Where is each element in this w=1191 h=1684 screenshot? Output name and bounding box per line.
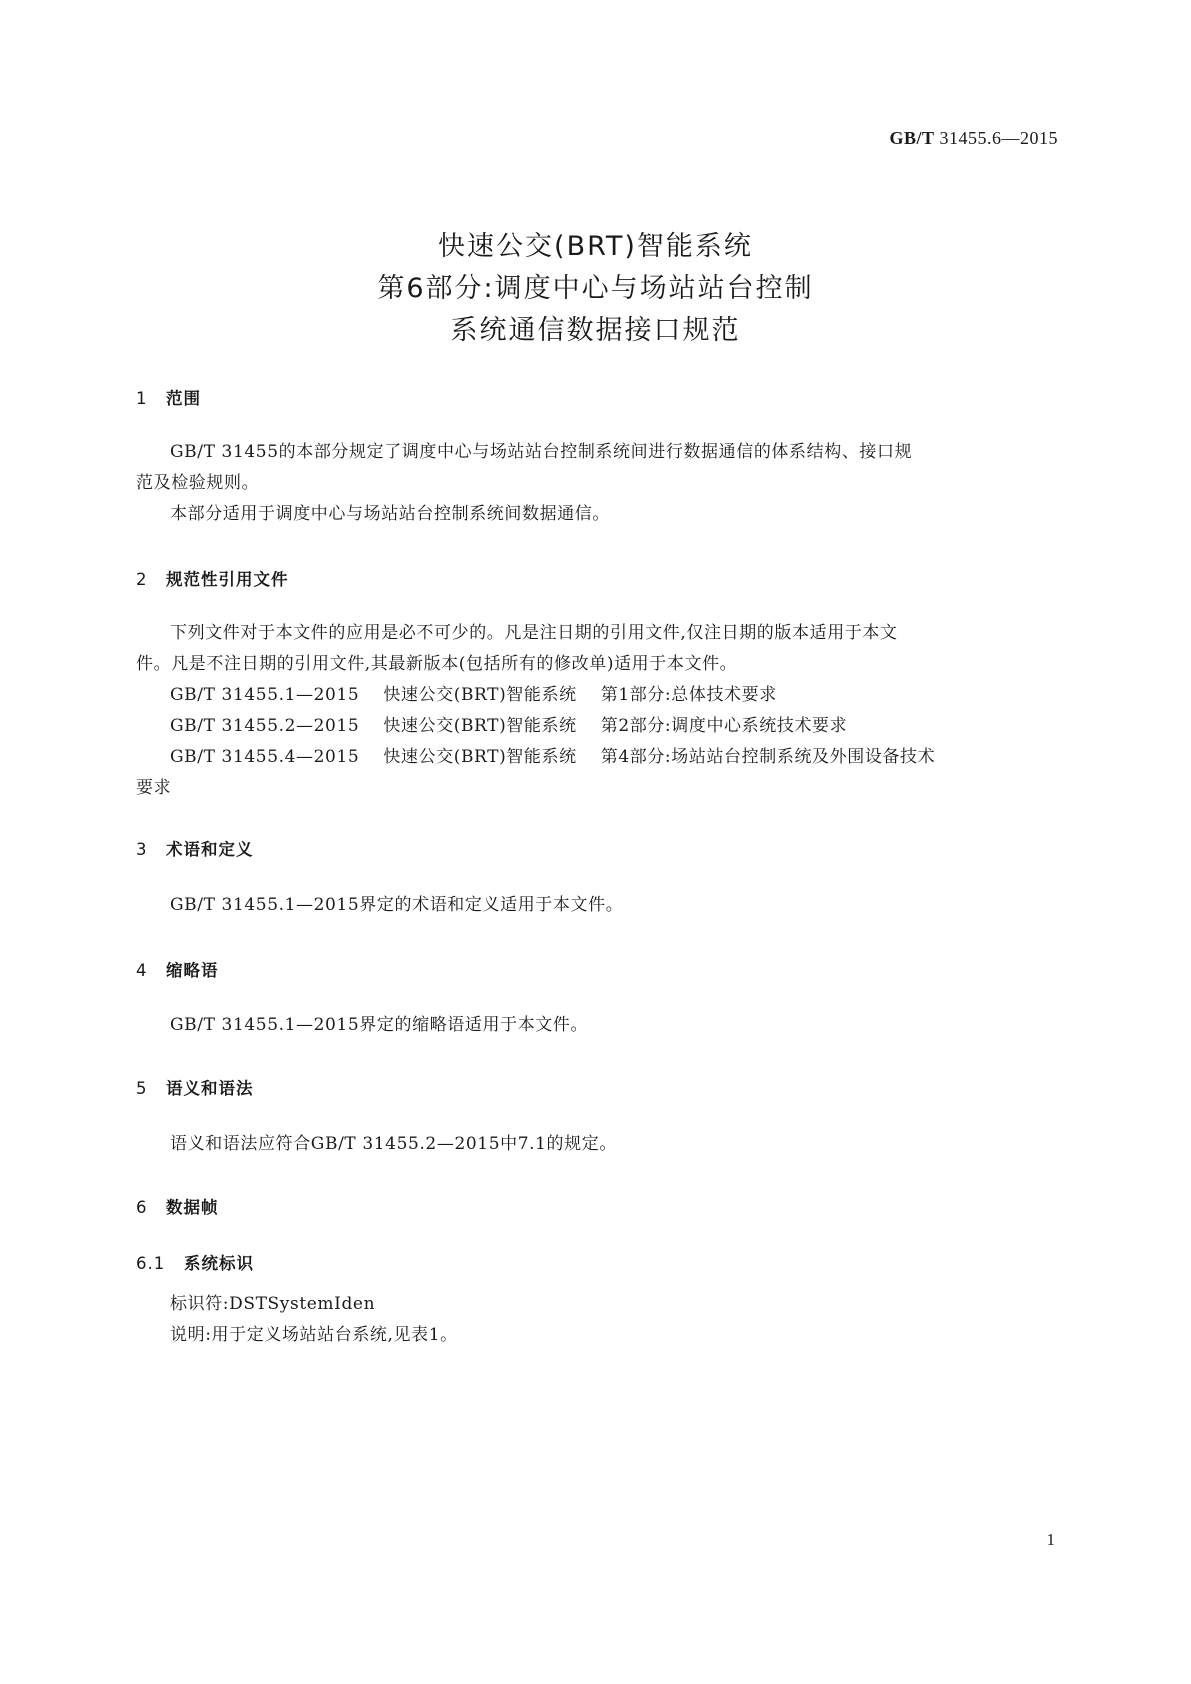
paragraph: [136, 618, 1056, 649]
section-6-heading: [136, 1194, 219, 1218]
section-title: 系统标识: [184, 1254, 254, 1273]
text: 说明:用于定义场站站台系统,见表1。: [170, 1325, 458, 1345]
reference-item: [136, 711, 1056, 742]
paragraph: [136, 890, 1056, 921]
title-line-2: 第6部分:调度中心与场站站台控制: [377, 273, 814, 304]
document-title: [0, 226, 1191, 352]
text: 要求: [136, 778, 172, 798]
section-number: 2: [136, 570, 148, 589]
ref-part: 第1部分:总体技术要求: [600, 685, 777, 705]
title-line-1: 快速公交(BRT)智能系统: [438, 231, 753, 262]
section-number: 5: [136, 1079, 148, 1098]
section-3-body: [136, 890, 1056, 921]
reference-item: [136, 680, 1056, 711]
section-number: 6.1: [136, 1254, 166, 1273]
section-6-1-heading: [136, 1250, 254, 1274]
section-2-body: [136, 618, 1056, 804]
standard-code: 31455.6—2015: [934, 128, 1058, 148]
ref-name: 快速公交(BRT)智能系统: [383, 685, 577, 705]
paragraph: [136, 499, 1056, 530]
standard-number: [889, 128, 1058, 149]
ref-code: GB/T 31455.2—2015: [170, 716, 360, 736]
section-number: 4: [136, 961, 148, 980]
text: GB/T 31455.1—2015界定的缩略语适用于本文件。: [170, 1015, 589, 1035]
section-3-heading: [136, 836, 254, 860]
paragraph: [136, 649, 1056, 680]
text: 语义和语法应符合GB/T 31455.2—2015中7.1的规定。: [170, 1134, 617, 1154]
text: 标识符:DSTSystemIden: [170, 1294, 376, 1314]
text: GB/T 31455.1—2015界定的术语和定义适用于本文件。: [170, 895, 624, 915]
ref-code: GB/T 31455.4—2015: [170, 747, 360, 767]
section-2-heading: [136, 566, 289, 590]
ref-part: 第4部分:场站站台控制系统及外围设备技术: [600, 747, 936, 767]
paragraph: [136, 437, 1056, 468]
section-title: 缩略语: [166, 961, 219, 980]
page-number: 1: [1046, 1530, 1055, 1549]
section-title: 数据帧: [166, 1198, 219, 1217]
text: 下列文件对于本文件的应用是必不可少的。凡是注日期的引用文件,仅注日期的版本适用于本文: [170, 623, 898, 643]
section-6-1-body: [136, 1289, 1056, 1351]
paragraph: [136, 1010, 1056, 1041]
paragraph: [136, 1320, 1056, 1351]
paragraph: [136, 773, 1056, 804]
standard-prefix: GB/T: [889, 128, 935, 148]
text: GB/T 31455的本部分规定了调度中心与场站站台控制系统间进行数据通信的体系结构、接口规: [170, 442, 913, 462]
ref-code: GB/T 31455.1—2015: [170, 685, 360, 705]
title-line-3: 系统通信数据接口规范: [450, 315, 741, 346]
ref-name: 快速公交(BRT)智能系统: [383, 716, 577, 736]
ref-part: 第2部分:调度中心系统技术要求: [600, 716, 848, 736]
section-1-body: [136, 437, 1056, 530]
section-number: 1: [136, 389, 148, 408]
section-title: 范围: [166, 389, 201, 408]
section-4-heading: [136, 957, 219, 981]
section-5-body: [136, 1129, 1056, 1160]
reference-item: [136, 742, 1056, 773]
text: 本部分适用于调度中心与场站站台控制系统间数据通信。: [170, 504, 610, 524]
section-title: 语义和语法: [166, 1079, 254, 1098]
section-4-body: [136, 1010, 1056, 1041]
text: 范及检验规则。: [136, 473, 260, 493]
section-1-heading: [136, 385, 201, 409]
paragraph: [136, 1289, 1056, 1320]
text: 件。凡是不注日期的引用文件,其最新版本(包括所有的修改单)适用于本文件。: [136, 654, 738, 674]
ref-name: 快速公交(BRT)智能系统: [383, 747, 577, 767]
paragraph: [136, 468, 1056, 499]
section-5-heading: [136, 1075, 254, 1099]
section-title: 规范性引用文件: [166, 570, 289, 589]
section-title: 术语和定义: [166, 840, 254, 859]
section-number: 3: [136, 840, 148, 859]
paragraph: [136, 1129, 1056, 1160]
section-number: 6: [136, 1198, 148, 1217]
